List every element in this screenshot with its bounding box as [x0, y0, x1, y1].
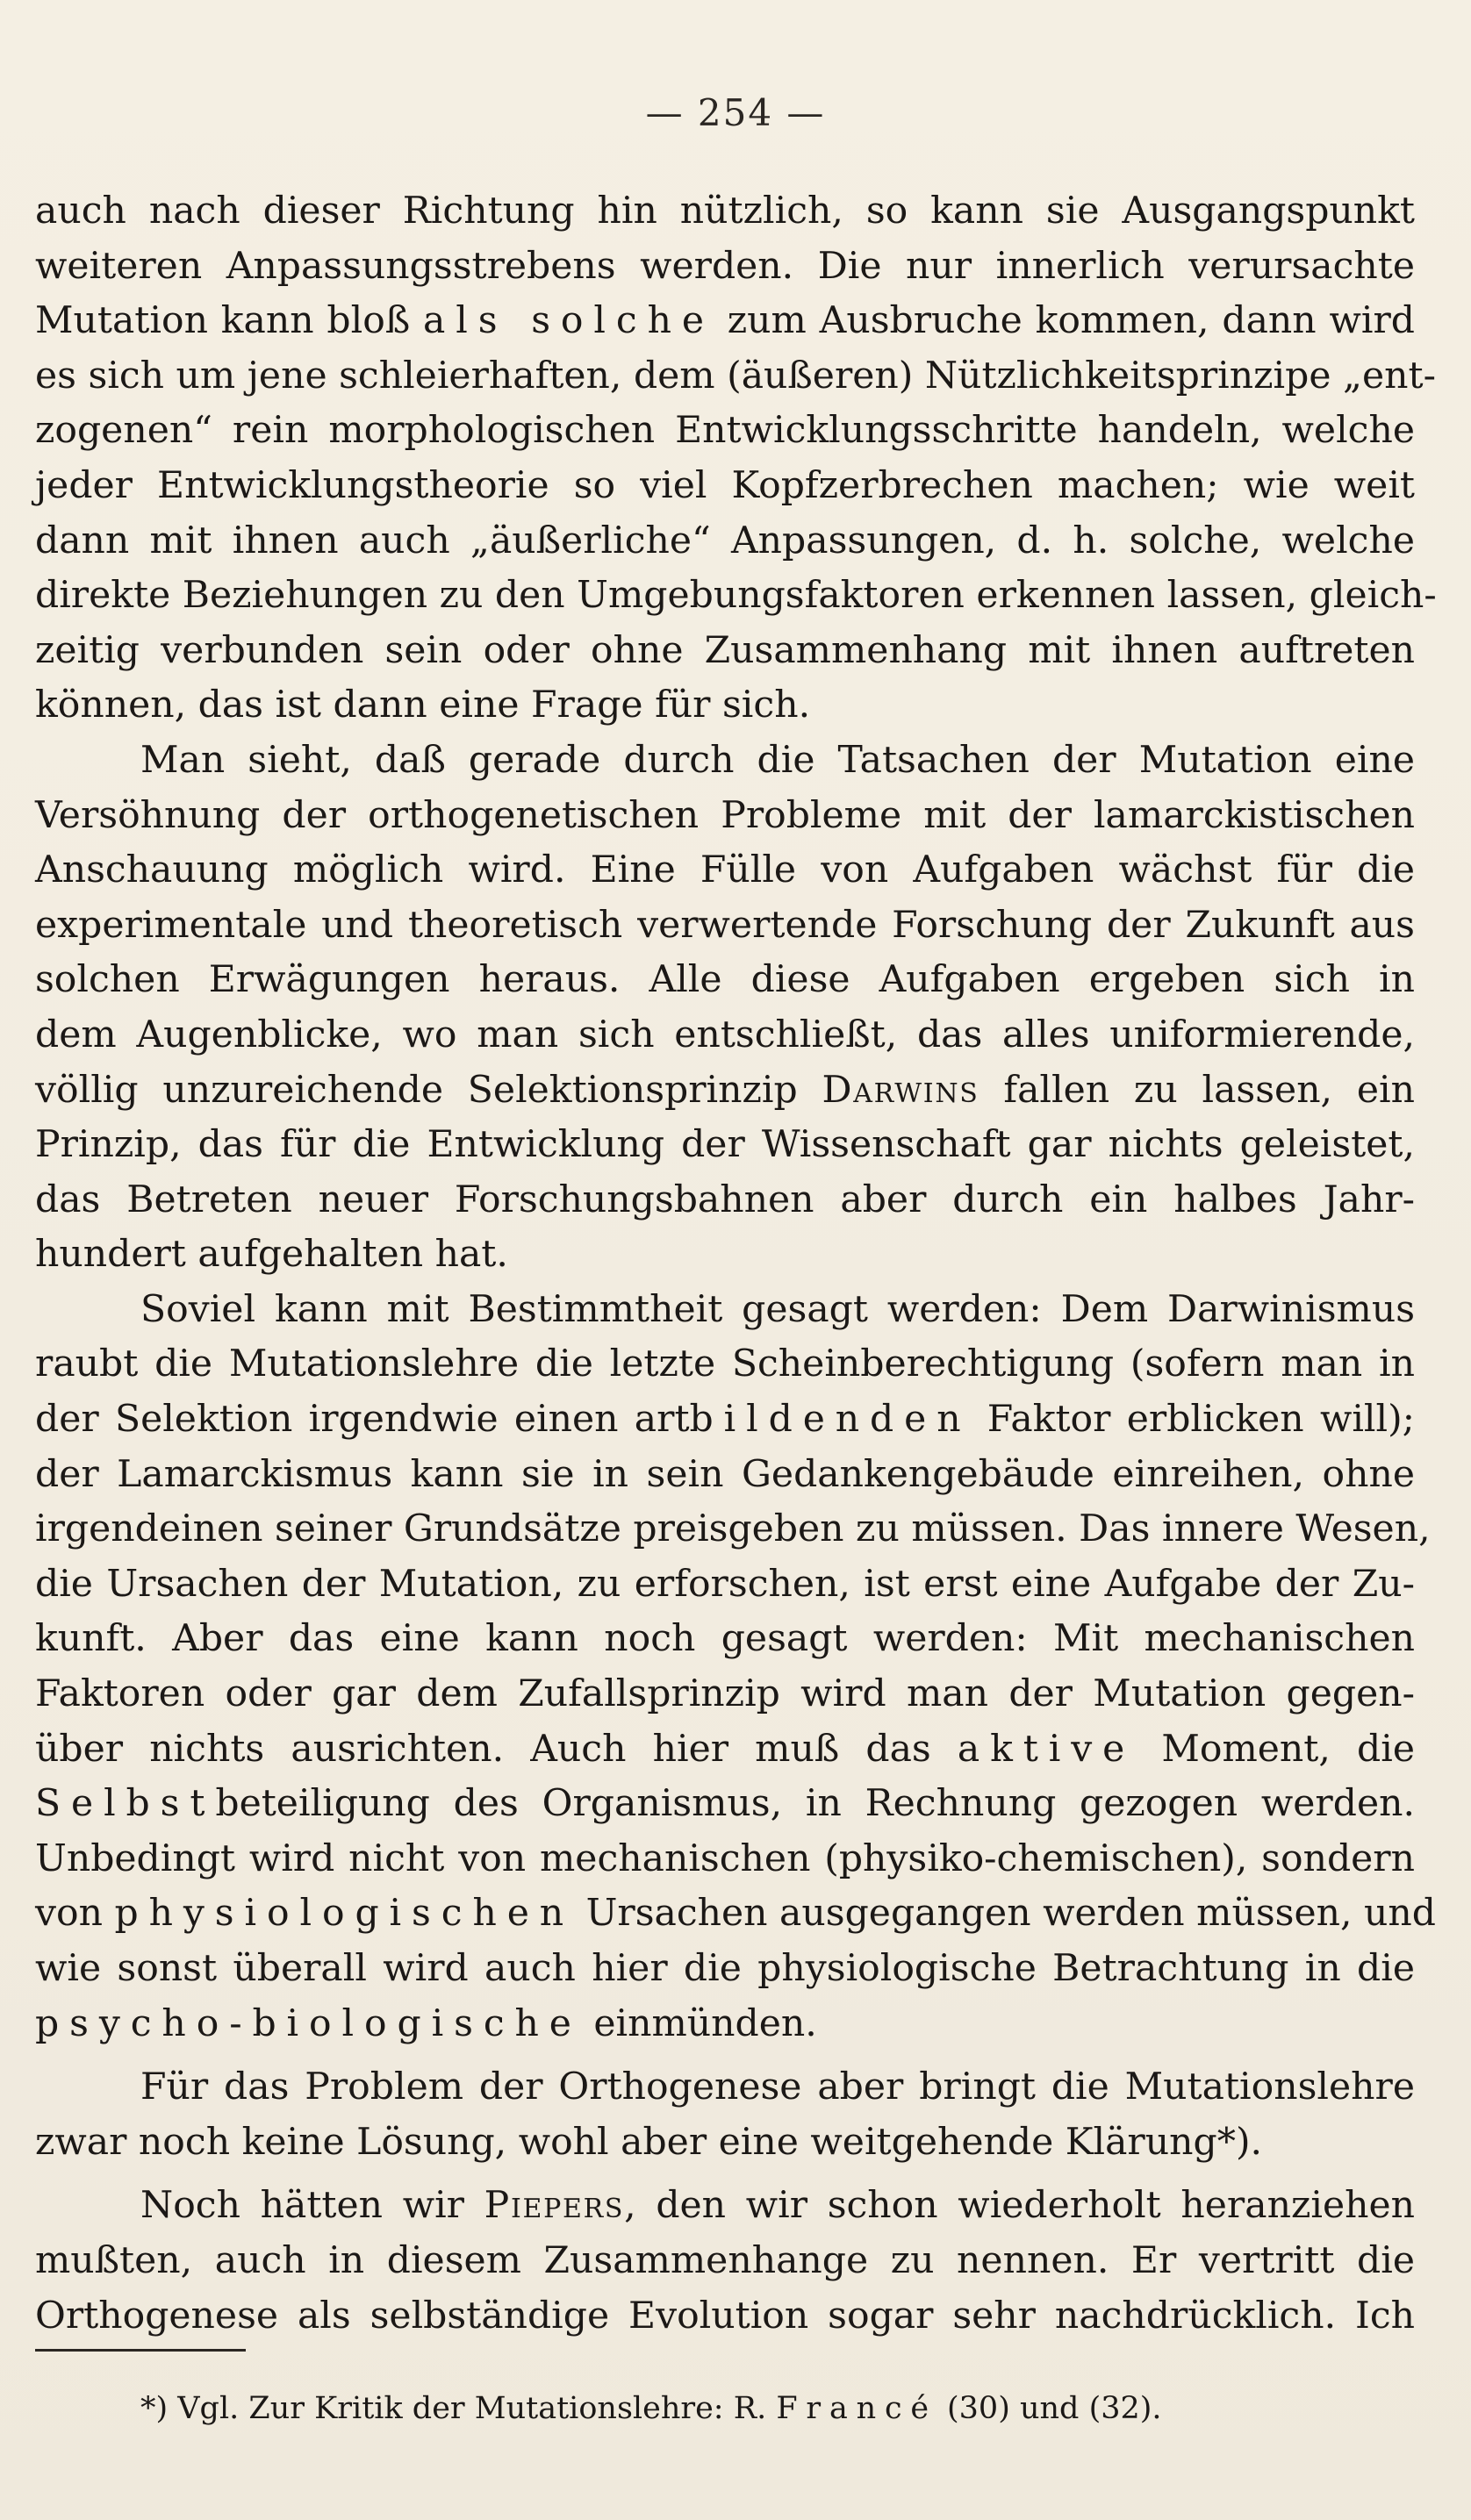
- paragraph-gap: [35, 2170, 1415, 2179]
- text-line: zwar noch keine Lösung, wohl aber eine weitgehende Klärung*).: [35, 2120, 1263, 2164]
- text-line: das Betreten neuer Forschungsbahnen aber durch ein halbes Jahr-: [35, 1178, 1415, 1221]
- text-line: es sich um jene schleierhaften, dem (äußeren) Nützlichkeitsprinzipe „ent-: [35, 354, 1436, 397]
- emphasis-spaced: aktive: [957, 1727, 1136, 1771]
- text-line: zogenen“ rein morphologischen Entwicklungsschritte handeln, welche: [35, 409, 1415, 453]
- text-line: Noch hätten wir Piepers, den wir schon wiederholt heranziehen: [140, 2184, 1415, 2228]
- text-line: Faktoren oder gar dem Zufallsprinzip wird man der Mutation gegen-: [35, 1672, 1415, 1716]
- text-line: dem Augenblicke, wo man sich entschließt, das alles uniformierende,: [35, 1013, 1415, 1056]
- footnote: *) Vgl. Zur Kritik der Mutationslehre: R. Francé (30) und (32).: [140, 2391, 1162, 2426]
- text-line: mußten, auch in diesem Zusammenhange zu nennen. Er vertritt die: [35, 2238, 1415, 2282]
- text-line: Mutation kann bloß als solche zum Ausbruche kommen, dann wird: [35, 299, 1415, 343]
- text-line: die Ursachen der Mutation, zu erforschen, ist erst eine Aufgabe der Zu-: [35, 1562, 1415, 1606]
- page-number: — 254 —: [645, 91, 826, 134]
- author-name: Francé: [776, 2391, 937, 2426]
- text-line: weiteren Anpassungsstrebens werden. Die nur innerlich verursachte: [35, 244, 1415, 288]
- text-line: zeitig verbunden sein oder ohne Zusammenhang mit ihnen auftreten: [35, 628, 1415, 672]
- paragraph-gap: [35, 2051, 1415, 2060]
- text-line: über nichts ausrichten. Auch hier muß das aktive Moment, die: [35, 1727, 1415, 1771]
- text-line: auch nach dieser Richtung hin nützlich, so kann sie Ausgangspunkt: [35, 190, 1415, 233]
- emphasis-spaced: als solche: [423, 299, 714, 343]
- text-line: dann mit ihnen auch „äußerliche“ Anpassungen, d. h. solche, welche: [35, 519, 1415, 562]
- text-line: experimentale und theoretisch verwertende Forschung der Zukunft aus: [35, 903, 1415, 947]
- text-line: Anschauung möglich wird. Eine Fülle von Aufgaben wächst für die: [35, 848, 1415, 892]
- text-line: Versöhnung der orthogenetischen Probleme mit der lamarckistischen: [35, 793, 1415, 837]
- emphasis-spaced: physiologischen: [114, 1892, 575, 1936]
- text-line: solchen Erwägungen heraus. Alle diese Aufgaben ergeben sich in: [35, 958, 1415, 1002]
- text-line: Orthogenese als selbständige Evolution sogar sehr nachdrücklich. Ich: [35, 2294, 1415, 2337]
- body-text: [35, 184, 1437, 2344]
- text-line: kunft. Aber das eine kann noch gesagt werden: Mit mechanischen: [35, 1617, 1415, 1661]
- text-line: direkte Beziehungen zu den Umgebungsfaktoren erkennen lassen, gleich-: [35, 574, 1437, 618]
- text-line: psycho-biologische einmünden.: [35, 2001, 817, 2045]
- text-line: Für das Problem der Orthogenese aber bringt die Mutationslehre: [140, 2065, 1415, 2109]
- text-line: der Selektion irgendwie einen artbildenden Faktor erblicken will);: [35, 1398, 1415, 1442]
- text-line: Prinzip, das für die Entwicklung der Wissenschaft gar nichts geleistet,: [35, 1123, 1415, 1167]
- text-line: Selbstbeteiligung des Organismus, in Rechnung gezogen werden.: [35, 1782, 1415, 1826]
- emphasis-spaced: Selbst: [35, 1782, 216, 1826]
- text-line: völlig unzureichende Selektionsprinzip Darwins fallen zu lassen, ein: [35, 1068, 1415, 1112]
- author-name: Darwins: [822, 1068, 979, 1112]
- text-line: irgendeinen seiner Grundsätze preisgeben zu müssen. Das innere Wesen,: [35, 1507, 1431, 1551]
- emphasis-spaced: psycho-biologische: [35, 2001, 582, 2045]
- text-line: Unbedingt wird nicht von mechanischen (physiko-chemischen), sondern: [35, 1836, 1415, 1880]
- text-line: hundert aufgehalten hat.: [35, 1233, 508, 1277]
- text-line: der Lamarckismus kann sie in sein Gedankengebäude einreihen, ohne: [35, 1452, 1415, 1496]
- emphasis-spaced: bildenden: [689, 1398, 972, 1442]
- text-line: raubt die Mutationslehre die letzte Scheinberechtigung (sofern man in: [35, 1342, 1415, 1386]
- text-line: Man sieht, daß gerade durch die Tatsachen der Mutation eine: [140, 738, 1415, 782]
- text-line: jeder Entwicklungstheorie so viel Kopfzerbrechen machen; wie weit: [35, 463, 1415, 507]
- footnote-divider: [35, 2349, 246, 2352]
- text-line: können, das ist dann eine Frage für sich.: [35, 684, 811, 727]
- text-line: wie sonst überall wird auch hier die physiologische Betrachtung in die: [35, 1947, 1415, 1990]
- author-name: Piepers: [484, 2184, 625, 2228]
- text-line: von physiologischen Ursachen ausgegangen werden müssen, und: [35, 1892, 1436, 1936]
- text-line: Soviel kann mit Bestimmtheit gesagt werden: Dem Darwinismus: [140, 1287, 1415, 1331]
